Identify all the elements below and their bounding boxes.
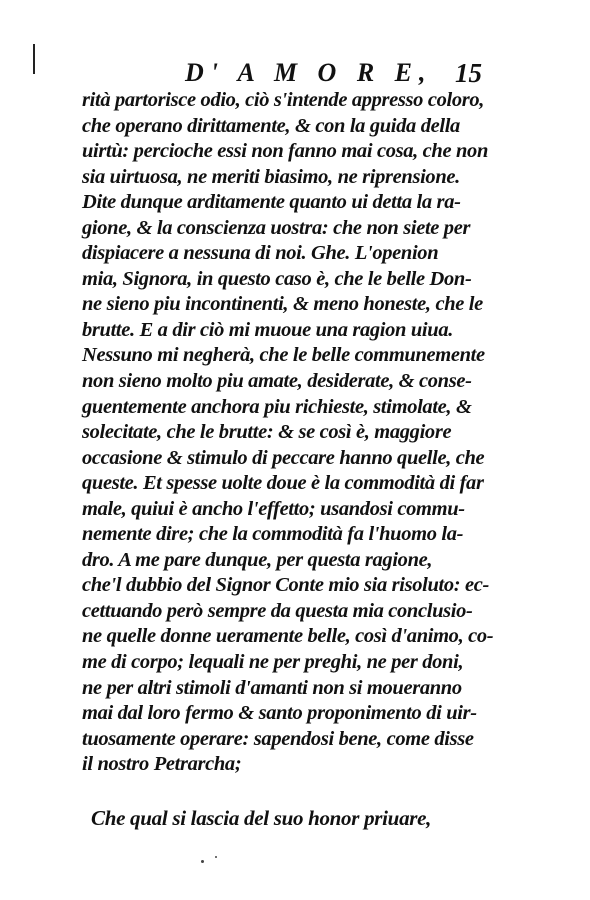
text-line: occasione & stimulo di peccare hanno quelle, che <box>82 446 485 469</box>
text-line: sia uirtuosa, ne meriti biasimo, ne riprensione. <box>82 165 460 188</box>
text-line: ne sieno piu incontinenti, & meno honeste, che le <box>82 293 483 316</box>
margin-mark <box>33 44 35 74</box>
text-line: brutte. E a dir ciò mi muoue una ragion uiua. <box>82 318 453 341</box>
text-line: me di corpo; lequali ne per preghi, ne per doni, <box>82 651 464 674</box>
text-line: ne per altri stimoli d'amanti non si moueranno <box>82 676 462 699</box>
text-line: cettuando però sempre da questa mia conclusio- <box>82 599 473 622</box>
page-number: 15 <box>455 58 482 88</box>
ink-speck <box>215 856 217 858</box>
running-head: D' A M O R E, <box>185 58 433 87</box>
text-line: solecitate, che le brutte: & se così è, maggiore <box>82 421 452 444</box>
text-line: tuosamente operare: sapendosi bene, come disse <box>82 727 474 750</box>
text-line: dispiacere a nessuna di noi. Ghe. L'openion <box>82 242 439 265</box>
text-line: guentemente anchora piu richieste, stimolate, & <box>82 395 472 418</box>
text-line: che operano dirittamente, & con la guida della <box>82 114 460 137</box>
text-line: queste. Et spesse uolte doue è la commodità di far <box>82 472 484 495</box>
text-line: rità partorisce odio, ciò s'intende appresso coloro, <box>82 89 485 111</box>
text-line: gione, & la conscienza uostra: che non siete per <box>82 216 471 239</box>
text-line: che'l dubbio del Signor Conte mio sia risoluto: ec- <box>82 574 489 597</box>
text-line: non sieno molto piu amate, desiderate, & conse- <box>82 370 472 393</box>
text-line: Nessuno mi negherà, che le belle communemente <box>82 344 485 367</box>
text-line: ne quelle donne ueramente belle, così d'animo, co- <box>82 625 494 648</box>
text-line: uirtù: percioche essi non fanno mai cosa, che non <box>82 140 488 163</box>
ink-speck <box>201 860 204 863</box>
text-line: mia, Signora, in questo caso è, che le belle Don- <box>82 267 472 290</box>
text-line: il nostro Petrarcha; <box>82 753 242 776</box>
text-line: mai dal loro fermo & santo proponimento di uir- <box>82 702 477 725</box>
body-text <box>82 88 522 778</box>
verse-line: Che qual si lascia del suo honor priuare, <box>91 806 432 830</box>
text-line: dro. A me pare dunque, per questa ragione, <box>82 548 433 571</box>
text-line: Dite dunque arditamente quanto ui detta la ra- <box>82 191 461 214</box>
text-line: nemente dire; che la commodità fa l'huomo la- <box>82 523 464 546</box>
text-line: male, quiui è ancho l'effetto; usandosi commu- <box>82 497 465 520</box>
